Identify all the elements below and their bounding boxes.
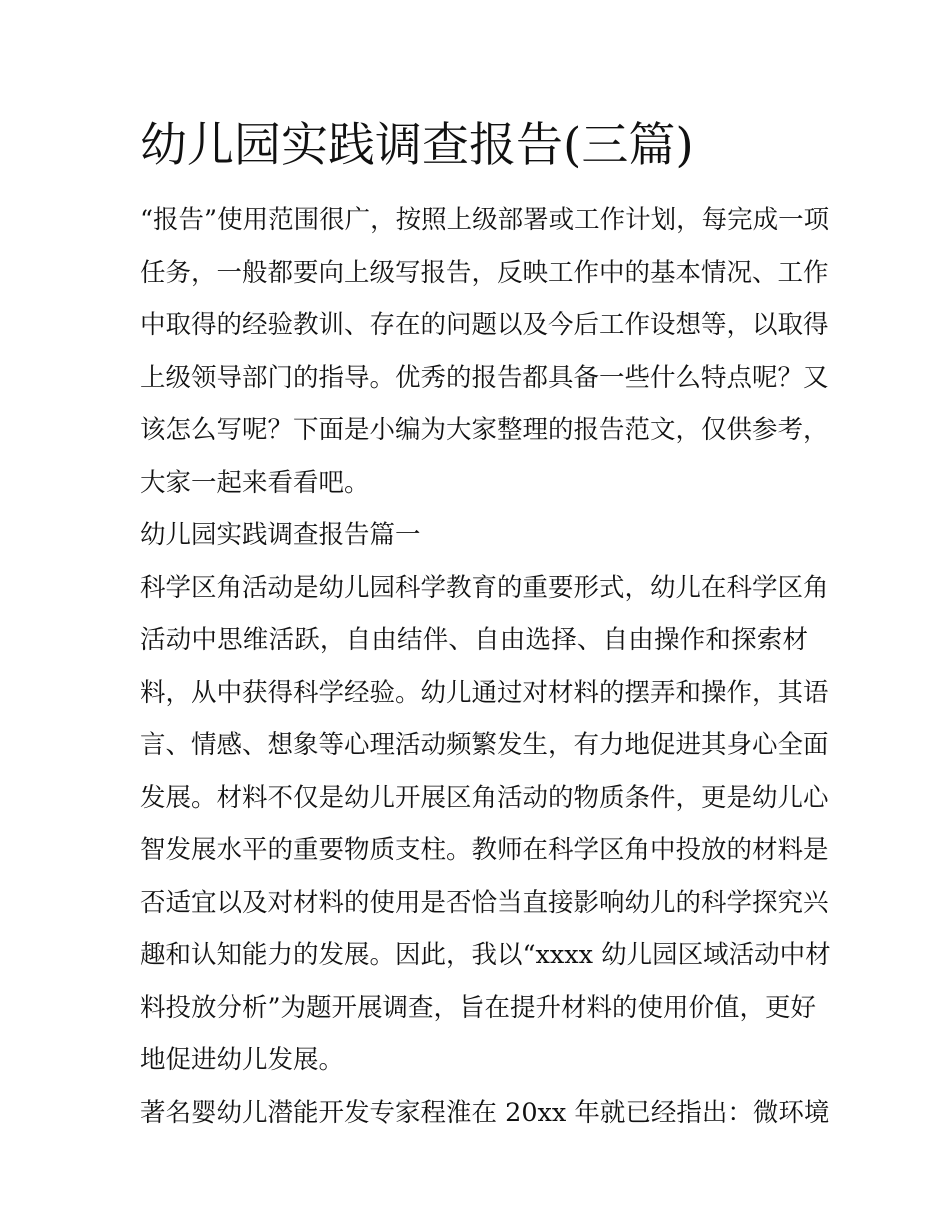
intro-paragraph xyxy=(140,194,830,509)
text-line: 大家一起来看看吧。 xyxy=(140,467,370,498)
text-line: 上级领导部门的指导。优秀的报告都具备一些什么特点呢？又 xyxy=(140,362,829,393)
text-line: 言、情感、想象等心理活动频繁发生，有力地促进其身心全面 xyxy=(140,730,829,760)
text-line: “报告”使用范围很广，按照上级部署或工作计划，每完成一项 xyxy=(140,205,830,235)
section-paragraph-2 xyxy=(140,1087,830,1140)
text-line: 发展。材料不仅是幼儿开展区角活动的物质条件，更是幼儿心 xyxy=(140,782,829,813)
text-line: 中取得的经验教训、存在的问题以及今后工作设想等，以取得 xyxy=(140,310,829,340)
text-line: 智发展水平的重要物质支柱。教师在科学区角中投放的材料是 xyxy=(140,835,829,865)
text-line: 任务，一般都要向上级写报告，反映工作中的基本情况、工作 xyxy=(140,257,829,288)
text-line: 否适宜以及对材料的使用是否恰当直接影响幼儿的科学探究兴 xyxy=(140,887,829,918)
text-line: 地促进幼儿发展。 xyxy=(140,1045,345,1075)
section-paragraph-1 xyxy=(140,562,831,1087)
text-line: 料投放分析”为题开展调查，旨在提升材料的使用价值，更好 xyxy=(140,992,817,1023)
text-line: 著名婴幼儿潜能开发专家程淮在 20xx 年就已经指出：微环境 xyxy=(140,1097,830,1128)
text-line: 活动中思维活跃，自由结伴、自由选择、自由操作和探索材 xyxy=(140,625,808,655)
document-body xyxy=(140,194,831,1139)
document-title: 幼儿园实践调查报告(三篇) xyxy=(140,118,694,173)
text-line: 科学区角活动是幼儿园科学教育的重要形式，幼儿在科学区角 xyxy=(140,572,829,603)
section-heading: 幼儿园实践调查报告篇一 xyxy=(140,520,421,550)
text-line: 该怎么写呢？下面是小编为大家整理的报告范文，仅供参考， xyxy=(140,415,829,445)
text-line: 料，从中获得科学经验。幼儿通过对材料的摆弄和操作，其语 xyxy=(140,677,829,708)
text-line: 趣和认知能力的发展。因此，我以“xxxx 幼儿园区域活动中材 xyxy=(140,940,831,970)
